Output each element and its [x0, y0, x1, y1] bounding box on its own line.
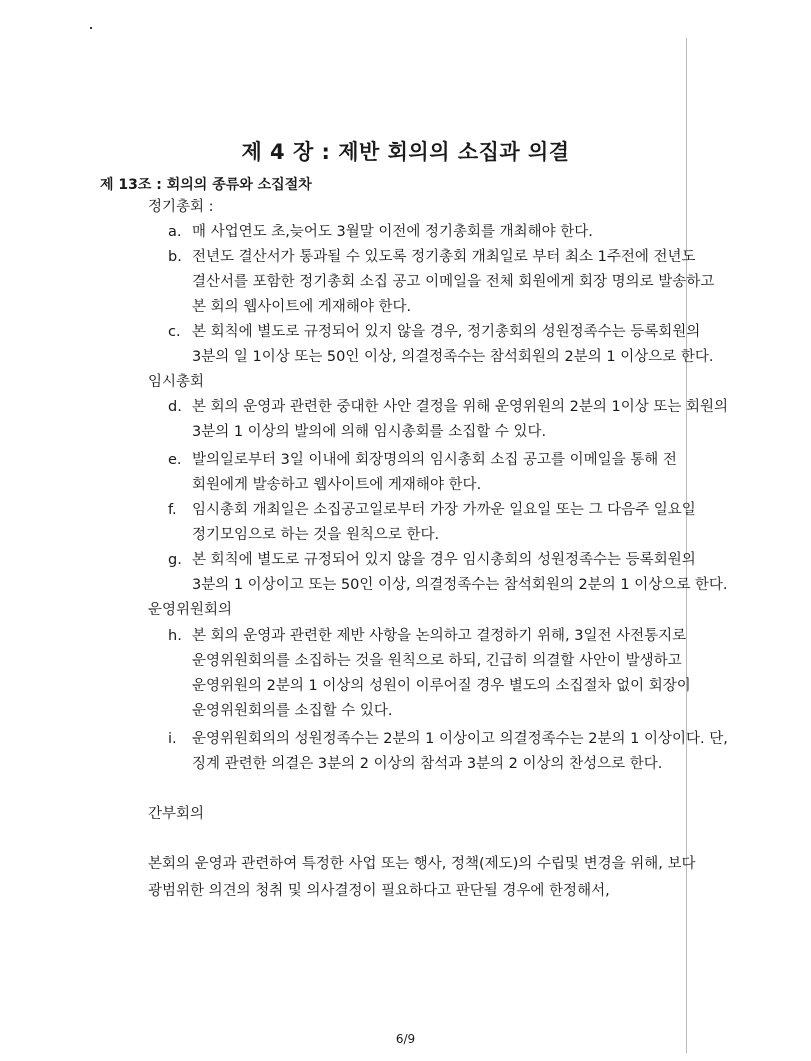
paragraph-line: 광범위한 의견의 청취 및 의사결정이 필요하다고 판단될 경우에 한정해서, [148, 883, 610, 899]
item-line: 운영위원의 2분의 1 이상의 성원이 이루어질 경우 별도의 소집절차 없이 회장이 [192, 678, 691, 694]
chapter-title: 제 4 장 : 제반 회의의 소집과 의결 [241, 140, 570, 164]
item-line: 본 회의 웹사이트에 게재해야 한다. [192, 299, 412, 315]
item-marker: c. [168, 324, 181, 340]
item-line: 임시총회 개최일은 소집공고일로부터 가장 가까운 일요일 또는 그 다음주 일요일 [192, 502, 696, 518]
page-number: 6/9 [395, 1032, 416, 1046]
item-line: 본 회칙에 별도로 규정되어 있지 않을 경우, 정기총회의 성원정족수는 등록회원의 [192, 324, 701, 340]
item-line: 매 사업연도 초,늦어도 3월말 이전에 정기총회를 개최해야 한다. [192, 224, 593, 240]
scan-edge-line [686, 38, 687, 1053]
item-line: 3분의 1 이상의 발의에 의해 임시총회를 소집할 수 있다. [192, 424, 547, 440]
item-marker: e. [168, 452, 182, 468]
item-line: 전년도 결산서가 통과될 수 있도록 정기총회 개최일로 부터 최소 1주전에 전년도 [192, 249, 696, 265]
item-line: 본 회칙에 별도로 규정되어 있지 않을 경우 임시총회의 성원정족수는 등록회원의 [192, 552, 696, 568]
item-marker: d. [168, 399, 182, 415]
item-marker: i. [168, 731, 177, 747]
item-line: 운영위원회의를 소집하는 것을 원칙으로 하되, 긴급히 의결할 사안이 발생하고 [192, 653, 682, 669]
section-heading: 운영위원회의 [148, 602, 233, 618]
paragraph-line: 본회의 운영과 관련하여 특정한 사업 또는 행사, 정책(제도)의 수립및 변경을 위해, 보다 [148, 856, 696, 872]
item-marker: b. [168, 249, 182, 265]
section-heading: 임시총회 [148, 374, 205, 390]
item-line: 정기모임으로 하는 것을 원칙으로 한다. [192, 527, 440, 543]
item-line: 운영위원회의의 성원정족수는 2분의 1 이상이고 의결정족수는 2분의 1 이상이다. 단, [192, 731, 728, 747]
item-line: 3분의 1 이상이고 또는 50인 이상, 의결정족수는 참석회원의 2분의 1 이상으로 한다. [192, 577, 728, 593]
item-marker: a. [168, 224, 182, 240]
item-line: 징계 관련한 의결은 3분의 2 이상의 참석과 3분의 2 이상의 찬성으로 한다. [192, 756, 663, 772]
item-line: 발의일로부터 3일 이내에 회장명의의 임시총회 소집 공고를 이메일을 통해 전 [192, 452, 677, 468]
article-title: 제 13조 : 회의의 종류와 소집절차 [100, 177, 312, 193]
item-marker: g. [168, 552, 182, 568]
item-line: 운영위원회의를 소집할 수 있다. [192, 703, 393, 719]
section-heading: 정기총회 : [148, 199, 214, 215]
item-line: 본 회의 운영과 관련한 제반 사항을 논의하고 결정하기 위해, 3일전 사전통지로 [192, 628, 687, 644]
item-marker: h. [168, 628, 182, 644]
item-marker: f. [168, 502, 177, 518]
item-line: 회원에게 발송하고 웹사이트에 게재해야 한다. [192, 477, 482, 493]
scan-speck [90, 27, 92, 29]
item-line: 본 회의 운영과 관련한 중대한 사안 결정을 위해 운영위원의 2분의 1이상 또는 회원의 [192, 399, 728, 415]
item-line: 결산서를 포함한 정기총회 소집 공고 이메일을 전체 회원에게 회장 명의로 발송하고 [192, 274, 715, 290]
section-heading: 간부회의 [148, 806, 205, 822]
item-line: 3분의 일 1이상 또는 50인 이상, 의결정족수는 참석회원의 2분의 1 이상으로 한다. [192, 349, 714, 365]
